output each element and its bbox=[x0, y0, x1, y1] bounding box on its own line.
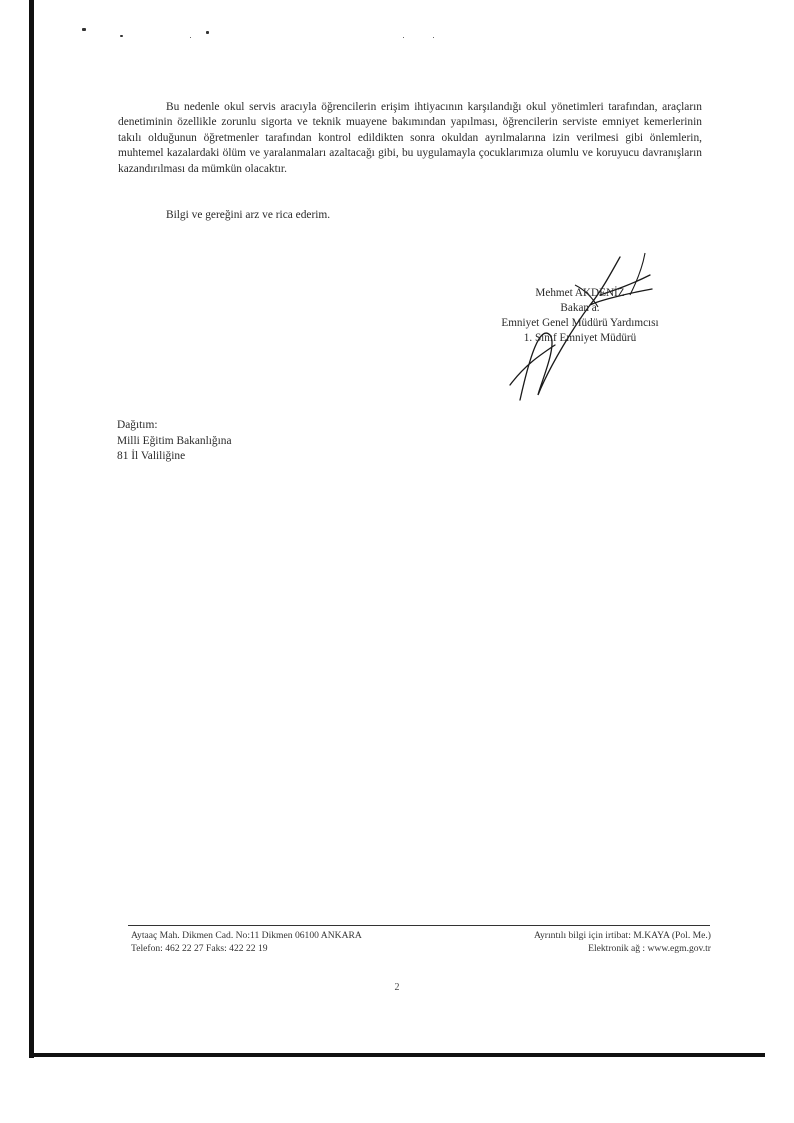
footer-address: Aytaaç Mah. Dikmen Cad. No:11 Dikmen 06100 ANKARA bbox=[131, 930, 362, 941]
scan-border-bottom bbox=[29, 1053, 765, 1057]
scan-speck bbox=[403, 37, 404, 38]
footer-contact: Ayrıntılı bilgi için irtibat: M.KAYA (Pol. Me.) bbox=[533, 930, 711, 941]
signature-block bbox=[440, 286, 720, 346]
footer-divider bbox=[128, 925, 710, 926]
distribution-item: Milli Eğitim Bakanlığına bbox=[117, 434, 232, 447]
paragraph-text: Bu nedenle okul servis aracıyla öğrencilerin erişim ihtiyacının karşılandığı okul yönetimleri tarafından, araçların denetiminin özellikle zorunlu sigorta ve teknik muayene bakımından yapılması, öğrencilerin serviste emniyet kemerlerinin takılı olduğunun öğretmenler tarafından kontrol edildikten sonra okuldan ayrılmalarına izin verilmesi gibi önlemlerin, muhtemel kazalardaki ölüm ve yaralanmaları azaltacağı gibi, bu uygulamayla çocuklarımıza olumlu ve koruyucu davranışların kazandırılması da mümkün olacaktır. bbox=[118, 101, 702, 175]
distribution-heading: Dağıtım: bbox=[117, 419, 158, 431]
signatory-rank: 1. Sınıf Emniyet Müdürü bbox=[523, 332, 637, 344]
signatory-title: Emniyet Genel Müdürü Yardımcısı bbox=[501, 317, 659, 329]
scan-speck bbox=[120, 35, 123, 37]
distribution-item: 81 İl Valiliğine bbox=[117, 450, 186, 462]
footer-phone-fax: Telefon: 462 22 27 Faks: 422 22 19 bbox=[131, 943, 268, 954]
footer bbox=[131, 929, 711, 955]
scan-speck bbox=[82, 28, 86, 31]
scan-border-left bbox=[29, 0, 34, 1058]
scan-speck bbox=[206, 31, 209, 34]
body-paragraph bbox=[118, 100, 702, 177]
page-number: 2 bbox=[394, 982, 400, 993]
distribution-list bbox=[117, 418, 232, 465]
scan-speck bbox=[433, 37, 434, 38]
scan-speck bbox=[190, 37, 191, 38]
closing-line: Bilgi ve gereğini arz ve rica ederim. bbox=[166, 209, 331, 221]
signatory-name: Mehmet AKDENİZ bbox=[535, 287, 625, 299]
footer-website: Elektronik ağ : www.egm.gov.tr bbox=[588, 943, 711, 954]
signatory-line-1: Bakan a. bbox=[560, 302, 600, 314]
